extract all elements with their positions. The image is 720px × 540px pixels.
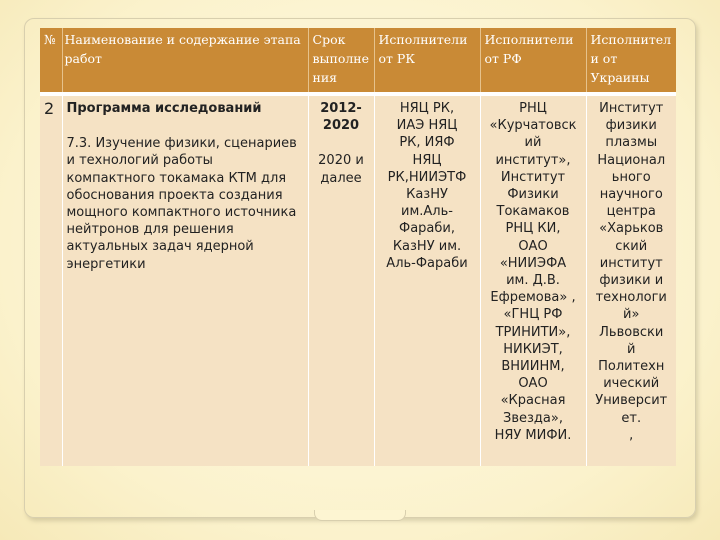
table-row	[40, 94, 676, 466]
header-term: Срок выполне ния	[308, 28, 374, 94]
header-name: Наименование и содержание этапа работ	[62, 28, 308, 94]
header-num: №	[40, 28, 62, 94]
row-term-cell	[308, 94, 374, 466]
row-number: 2	[40, 94, 62, 466]
row-exec-rk: НЯЦ РК, ИАЭ НЯЦ РК, ИЯФ НЯЦ РК,НИИЭТФ КазНУ им.Аль- Фараби, КазНУ им. Аль-Фараби	[374, 94, 480, 466]
table-header-row	[40, 28, 676, 94]
header-exec-ua: Исполнител и от Украины	[586, 28, 676, 94]
row-exec-ua: Институт физики плазмы Национал ьного научного центра «Харьков ский институт физики и технологи й» Львовски й Политехн ический Университ ет. ,	[586, 94, 676, 466]
program-description: 7.3. Изучение физики, сценариев и технологий работы компактного токамака КТМ для обоснования проекта создания мощного компактного источника нейтронов для решения актуальных задач ядерной энергетики	[66, 136, 297, 272]
term-main: 2012- 2020	[320, 101, 362, 134]
program-title: Программа исследований	[66, 101, 262, 116]
term-extra: 2020 и далее	[318, 153, 364, 186]
frame-tab	[314, 510, 406, 521]
row-name-cell	[62, 94, 308, 466]
header-exec-rf: Исполнители от РФ	[480, 28, 586, 94]
row-exec-rf: РНЦ «Курчатовск ий институт», Институт Физики Токамаков РНЦ КИ, ОАО «НИИЭФА им. Д.В. Ефремова» , «ГНЦ РФ ТРИНИТИ», НИКИЭТ, ВНИИНМ, ОАО «Красная Звезда», НЯУ МИФИ.	[480, 94, 586, 466]
header-exec-rk: Исполнители от РК	[374, 28, 480, 94]
work-plan-table	[40, 28, 676, 466]
